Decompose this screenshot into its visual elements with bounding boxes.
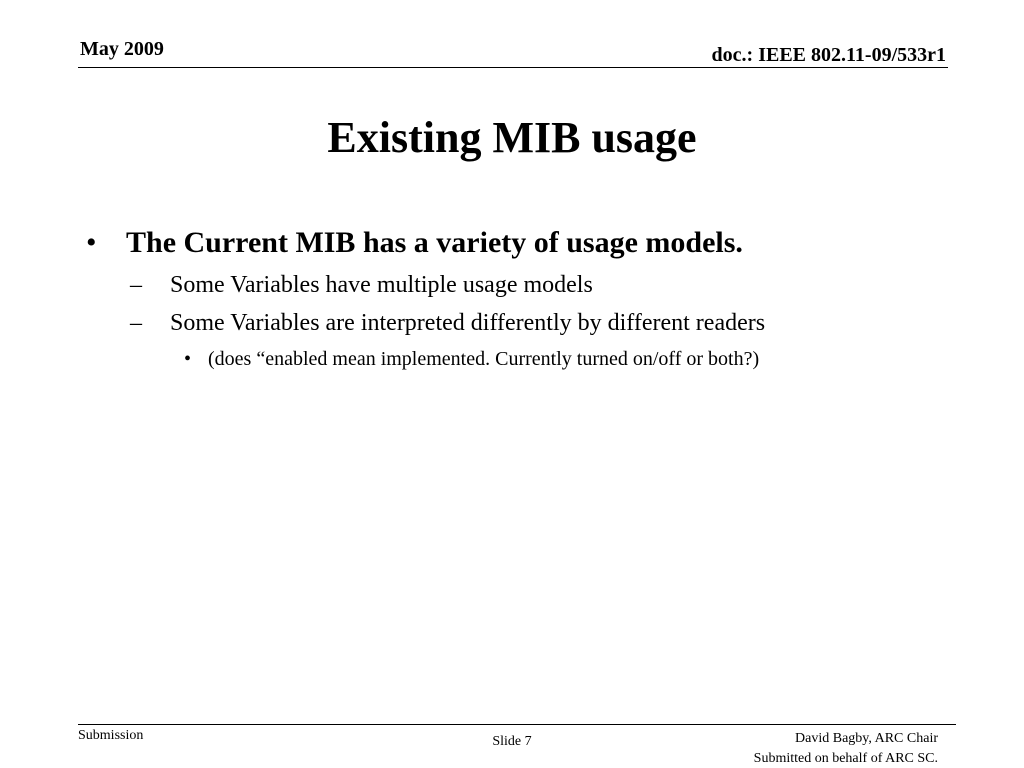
footer-slide-number: Slide 7 xyxy=(492,734,532,749)
bullet-level3 xyxy=(184,348,759,371)
bullet-text: (does “enabled mean implemented. Currently turned on/off or both?) xyxy=(208,348,760,370)
footer-submission: Submission xyxy=(78,728,144,743)
bullet-marker: • xyxy=(184,348,192,370)
bullet-text: Some Variables have multiple usage models xyxy=(170,272,593,298)
bullet-text: Some Variables are interpreted differently by different readers xyxy=(170,310,766,336)
footer-author-line1: David Bagby, ARC Chair xyxy=(795,731,938,746)
bullet-text: The Current MIB has a variety of usage models. xyxy=(126,226,743,259)
footer-author-line2: Submitted on behalf of ARC SC. xyxy=(753,751,938,766)
bullet-level2 xyxy=(130,310,765,337)
footer-author xyxy=(754,729,938,768)
header-doc-id: doc.: IEEE 802.11-09/533r1 xyxy=(711,44,946,66)
dash-marker: – xyxy=(130,310,142,336)
header-date: May 2009 xyxy=(80,38,164,60)
slide-title: Existing MIB usage xyxy=(327,113,697,162)
bullet-level2 xyxy=(130,272,593,299)
footer-divider xyxy=(78,724,956,725)
bullet-marker: • xyxy=(86,226,97,259)
bullet-level1 xyxy=(86,226,743,260)
dash-marker: – xyxy=(130,272,142,298)
